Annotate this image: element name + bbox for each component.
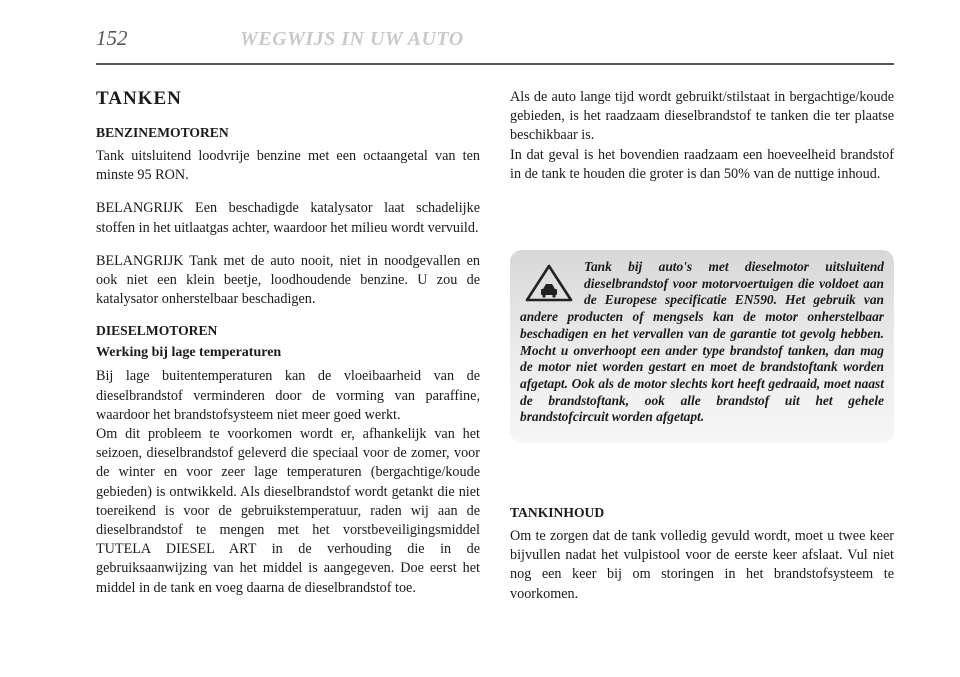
diesel-heading: DIESELMOTOREN — [96, 323, 218, 339]
tank-capacity-block — [510, 505, 894, 604]
warning-triangle-icon — [524, 263, 574, 303]
diesel-paragraph-2: Om dit probleem te voorkomen wordt er, afhankelijk van het seizoen, dieselbrandstof geleverd die speciaal voor de zomer, voor de winter en voor zeer lage temperaturen (bergachtige/koude gebieden) is ontwikkeld. Als dieselbrandstof wordt getankt die niet toereikend is voor de gebruikstemperatuur, raden wij aan de dieselbrandstof te mengen met het vorstbeveiligingsmiddel TUTELA DIESEL ART in de verhouding die in de gebruiksaanwijzing van het middel is aangegeven. Doe eerst het middel in de tank en voeg daarna de dieselbrandstof toe. — [96, 426, 480, 596]
page-title: TANKEN — [96, 88, 182, 109]
warning-text: Tank bij auto's met dieselmotor uitsluitend dieselbrandstof voor motorvoertuigen die voldoet aan de Europese specificatie EN590. Het gebruik van andere producten of mengsels kan de motor onherstelbaar beschadigen en het vervallen van de garantie tot gevolg hebben. Mocht u onverhoopt een ander type brandstof tanken, dan mag de motor niet worden gestart en moet de brandstoftank worden afgetapt. Ook als de motor slechts kort heeft gedraaid, moet naast de brandstoftank, ook alle brandstof uit het gehele brandstofcircuit worden afgetapt. — [520, 259, 884, 425]
running-title: WEGWIJS IN UW AUTO — [240, 28, 464, 50]
header-rule — [96, 63, 894, 65]
right-paragraph-2: In dat geval is het bovendien raadzaam een hoeveelheid brandstof in de tank te houden die groter is dan 50% van de nuttige inhoud. — [510, 146, 894, 182]
benzine-heading: BENZINEMOTOREN — [96, 125, 229, 140]
tank-paragraph: Om te zorgen dat de tank volledig gevuld wordt, moet u twee keer bijvullen nadat het vulpistool voor de eerste keer afslaat. Vul niet nog een keer bij om storingen in het brandstofsysteem te voorkomen. — [510, 528, 894, 602]
warning-box — [510, 250, 894, 443]
tank-heading: TANKINHOUD — [510, 505, 605, 520]
benzine-paragraph-3: BELANGRIJK Tank met de auto nooit, niet in noodgevallen en ook niet een klein beetje, loodhoudende benzine. U zou de katalysator onherstelbaar beschadigen. — [96, 252, 480, 308]
benzine-paragraph-2: BELANGRIJK Een beschadigde katalysator laat schadelijke stoffen in het uitlaatgas achter, waardoor het milieu wordt vervuild. — [96, 200, 480, 236]
diesel-paragraph-1: Bij lage buitentemperaturen kan de vloeibaarheid van de dieselbrandstof verminderen door de vorming van paraffine, waardoor het brandstofsysteem niet meer goed werkt. — [96, 368, 480, 423]
page-number: 152 — [96, 26, 128, 50]
left-column — [96, 88, 480, 598]
right-column — [510, 88, 894, 184]
diesel-subheading: Werking bij lage temperaturen — [96, 345, 282, 361]
right-paragraph-1: Als de auto lange tijd wordt gebruikt/stilstaat in bergachtige/koude gebieden, is het raadzaam dieselbrandstof te tanken die ter plaatse beschikbaar is. — [510, 89, 894, 144]
benzine-paragraph-1: Tank uitsluitend loodvrije benzine met een octaangetal van ten minste 95 RON. — [96, 148, 480, 184]
